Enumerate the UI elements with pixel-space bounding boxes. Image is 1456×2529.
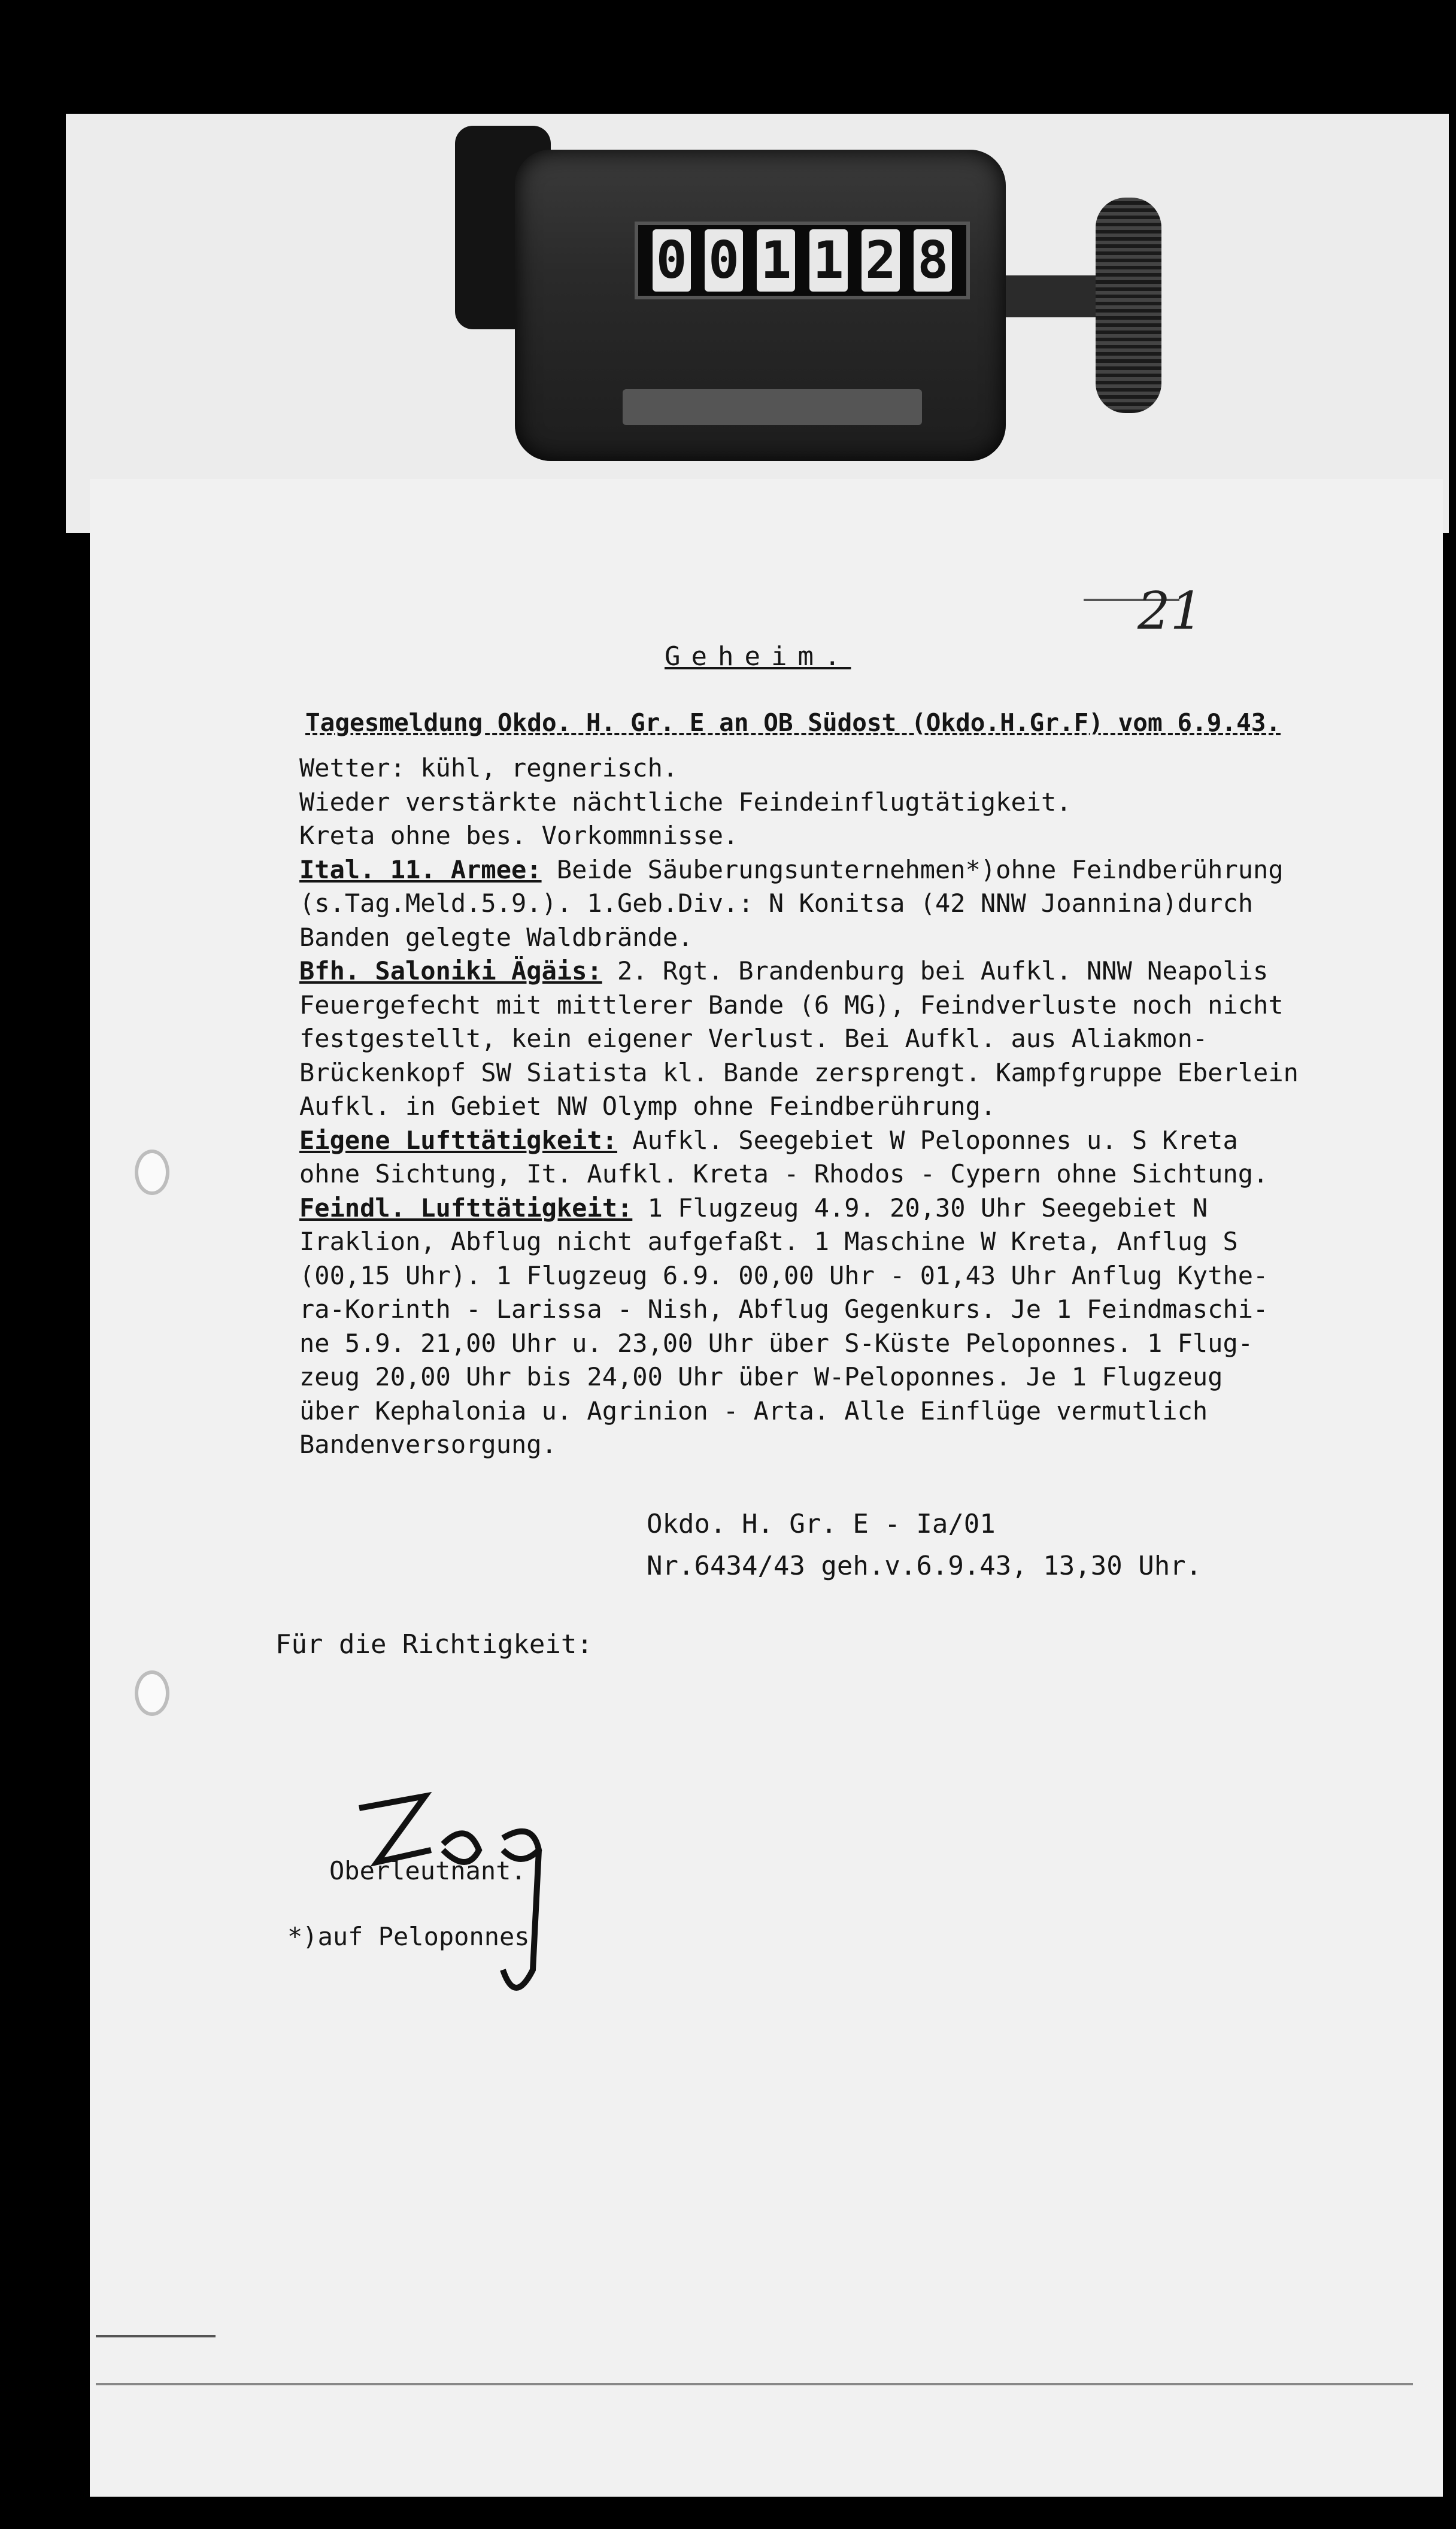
document-number: Nr.6434/43 geh.v.6.9.43, 13,30 Uhr. bbox=[647, 1551, 1202, 1581]
document-page bbox=[90, 479, 1443, 2497]
counter-nameplate bbox=[623, 389, 922, 425]
report-line bbox=[299, 887, 1401, 921]
film-scratch bbox=[96, 2335, 216, 2337]
report-line bbox=[299, 751, 1401, 786]
line-text: Wieder verstärkte nächtliche Feindeinflugtätigkeit. bbox=[299, 787, 1072, 817]
line-text: 1 Flugzeug 4.9. 20,30 Uhr Seegebiet N bbox=[632, 1193, 1208, 1223]
report-line bbox=[299, 1225, 1401, 1259]
report-line bbox=[299, 786, 1401, 820]
folio-number-text: 21 bbox=[1138, 581, 1203, 641]
counter-digit: 8 bbox=[914, 229, 952, 292]
report-subject: Tagesmeldung Okdo. H. Gr. E an OB Südost (Okdo.H.Gr.F) vom 6.9.43. bbox=[305, 708, 1281, 737]
line-text: Beide Säuberungsunternehmen*)ohne Feindberührung bbox=[541, 854, 1284, 884]
signature bbox=[323, 1772, 659, 2024]
line-text: (s.Tag.Meld.5.9.). 1.Geb.Div.: N Konitsa (42 NNW Joannina)durch bbox=[299, 889, 1254, 918]
film-scratch bbox=[96, 2383, 1413, 2385]
line-text: (00,15 Uhr). 1 Flugzeug 6.9. 00,00 Uhr - 01,43 Uhr Anflug Kythe- bbox=[299, 1260, 1269, 1290]
line-text: 2. Rgt. Brandenburg bei Aufkl. NNW Neapolis bbox=[602, 956, 1269, 985]
frame-counter-device bbox=[455, 126, 1161, 485]
certification-label: Für die Richtigkeit: bbox=[275, 1629, 593, 1660]
section-label: Feindl. Lufttätigkeit: bbox=[299, 1193, 633, 1223]
line-text: Aufkl. in Gebiet NW Olymp ohne Feindberührung. bbox=[299, 1091, 996, 1121]
counter-window bbox=[635, 222, 970, 299]
line-text: ra-Korinth - Larissa - Nish, Abflug Gegenkurs. Je 1 Feindmaschi- bbox=[299, 1294, 1269, 1324]
line-text: zeug 20,00 Uhr bis 24,00 Uhr über W-Peloponnes. Je 1 Flugzeug bbox=[299, 1362, 1223, 1391]
punch-hole bbox=[135, 1150, 169, 1195]
line-text: Banden gelegte Waldbrände. bbox=[299, 922, 693, 952]
line-text: Feuergefecht mit mittlerer Bande (6 MG), Feindverluste noch nicht bbox=[299, 990, 1284, 1020]
line-text: Aufkl. Seegebiet W Peloponnes u. S Kreta bbox=[617, 1125, 1238, 1155]
line-text: Kreta ohne bes. Vorkommnisse. bbox=[299, 821, 739, 850]
report-line bbox=[299, 819, 1401, 853]
footnote: *)auf Peloponnes bbox=[287, 1922, 530, 1951]
line-text: Bandenversorgung. bbox=[299, 1430, 557, 1459]
report-line bbox=[299, 1157, 1401, 1191]
report-line bbox=[299, 1056, 1401, 1090]
section-label: Bfh. Saloniki Ägäis: bbox=[299, 956, 602, 985]
counter-reset-knob bbox=[1096, 198, 1161, 413]
report-line bbox=[299, 921, 1401, 955]
punch-hole bbox=[135, 1670, 169, 1716]
line-text: Wetter: kühl, regnerisch. bbox=[299, 753, 678, 783]
line-text: Iraklion, Abflug nicht aufgefaßt. 1 Maschine W Kreta, Anflug S bbox=[299, 1227, 1238, 1256]
report-body bbox=[299, 751, 1401, 1462]
report-line bbox=[299, 1191, 1401, 1226]
line-text: über Kephalonia u. Agrinion - Arta. Alle Einflüge vermutlich bbox=[299, 1396, 1208, 1426]
report-line bbox=[299, 1394, 1401, 1429]
report-line bbox=[299, 1360, 1401, 1394]
report-line bbox=[299, 1293, 1401, 1327]
counter-digit: 1 bbox=[809, 229, 848, 292]
handwritten-signature bbox=[323, 1772, 659, 2024]
handwritten-folio-number bbox=[1072, 581, 1251, 641]
sender-reference: Okdo. H. Gr. E - Ia/01 bbox=[647, 1509, 996, 1539]
signer-rank: Oberleutnant. bbox=[329, 1856, 526, 1885]
counter-shaft bbox=[1006, 275, 1102, 317]
line-text: festgestellt, kein eigener Verlust. Bei Aufkl. aus Aliakmon- bbox=[299, 1024, 1208, 1053]
report-line bbox=[299, 1259, 1401, 1293]
line-text: Brückenkopf SW Siatista kl. Bande zersprengt. Kampfgruppe Eberlein bbox=[299, 1057, 1299, 1087]
report-line bbox=[299, 954, 1401, 988]
counter-digit: 0 bbox=[653, 229, 691, 292]
report-line bbox=[299, 1022, 1401, 1056]
report-line bbox=[299, 853, 1401, 887]
report-line bbox=[299, 1090, 1401, 1124]
counter-digit: 2 bbox=[862, 229, 900, 292]
counter-digit: 0 bbox=[705, 229, 743, 292]
classification-heading: Geheim. bbox=[665, 641, 851, 672]
report-line bbox=[299, 1327, 1401, 1361]
report-line bbox=[299, 1428, 1401, 1462]
section-label: Eigene Lufttätigkeit: bbox=[299, 1125, 618, 1155]
line-text: ohne Sichtung, It. Aufkl. Kreta - Rhodos - Cypern ohne Sichtung. bbox=[299, 1159, 1269, 1188]
counter-digit: 1 bbox=[757, 229, 795, 292]
report-line bbox=[299, 1124, 1401, 1158]
line-text: ne 5.9. 21,00 Uhr u. 23,00 Uhr über S-Küste Peloponnes. 1 Flug- bbox=[299, 1328, 1254, 1358]
section-label: Ital. 11. Armee: bbox=[299, 854, 542, 884]
report-line bbox=[299, 988, 1401, 1023]
